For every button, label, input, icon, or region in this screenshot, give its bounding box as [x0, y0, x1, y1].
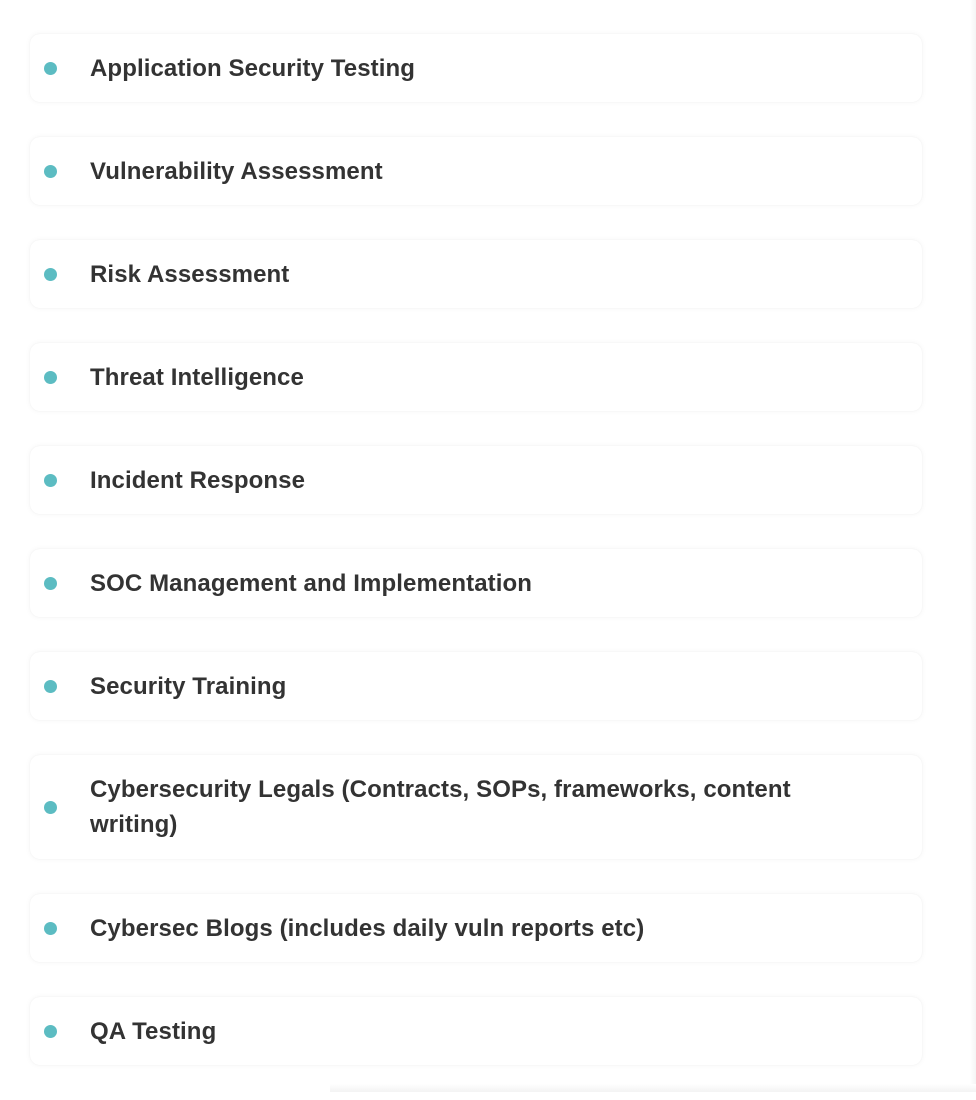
bullet-dot-icon [44, 801, 57, 814]
bullet-dot-icon [44, 577, 57, 590]
services-list [30, 34, 922, 1100]
bullet-dot-icon [44, 680, 57, 693]
bullet-dot-icon [44, 474, 57, 487]
service-label: SOC Management and Implementation [90, 569, 533, 597]
bullet-dot-icon [44, 922, 57, 935]
service-label: Threat Intelligence [90, 363, 304, 391]
service-item-cybersecurity-legals [30, 755, 922, 859]
service-item-application-security-testing [30, 34, 922, 102]
bullet-dot-icon [44, 1025, 57, 1038]
service-label: QA Testing [90, 1017, 217, 1045]
service-label: Cybersec Blogs (includes daily vuln reports etc) [90, 914, 645, 942]
service-label: Vulnerability Assessment [90, 157, 383, 185]
service-item-risk-assessment [30, 240, 922, 308]
right-edge-strip [970, 0, 976, 1092]
service-item-soc-management [30, 549, 922, 617]
bullet-dot-icon [44, 371, 57, 384]
bullet-dot-icon [44, 165, 57, 178]
service-label: Incident Response [90, 466, 306, 494]
service-label: Security Training [90, 672, 287, 700]
service-item-incident-response [30, 446, 922, 514]
bottom-edge-strip [330, 1084, 976, 1092]
bullet-dot-icon [44, 62, 57, 75]
service-item-vulnerability-assessment [30, 137, 922, 205]
bullet-dot-icon [44, 268, 57, 281]
service-item-qa-testing [30, 997, 922, 1065]
service-item-cybersec-blogs [30, 894, 922, 962]
service-label: Application Security Testing [90, 54, 416, 82]
service-item-threat-intelligence [30, 343, 922, 411]
service-label: Risk Assessment [90, 260, 290, 288]
service-item-security-training [30, 652, 922, 720]
service-label: Cybersecurity Legals (Contracts, SOPs, frameworks, content writing) [90, 776, 791, 838]
